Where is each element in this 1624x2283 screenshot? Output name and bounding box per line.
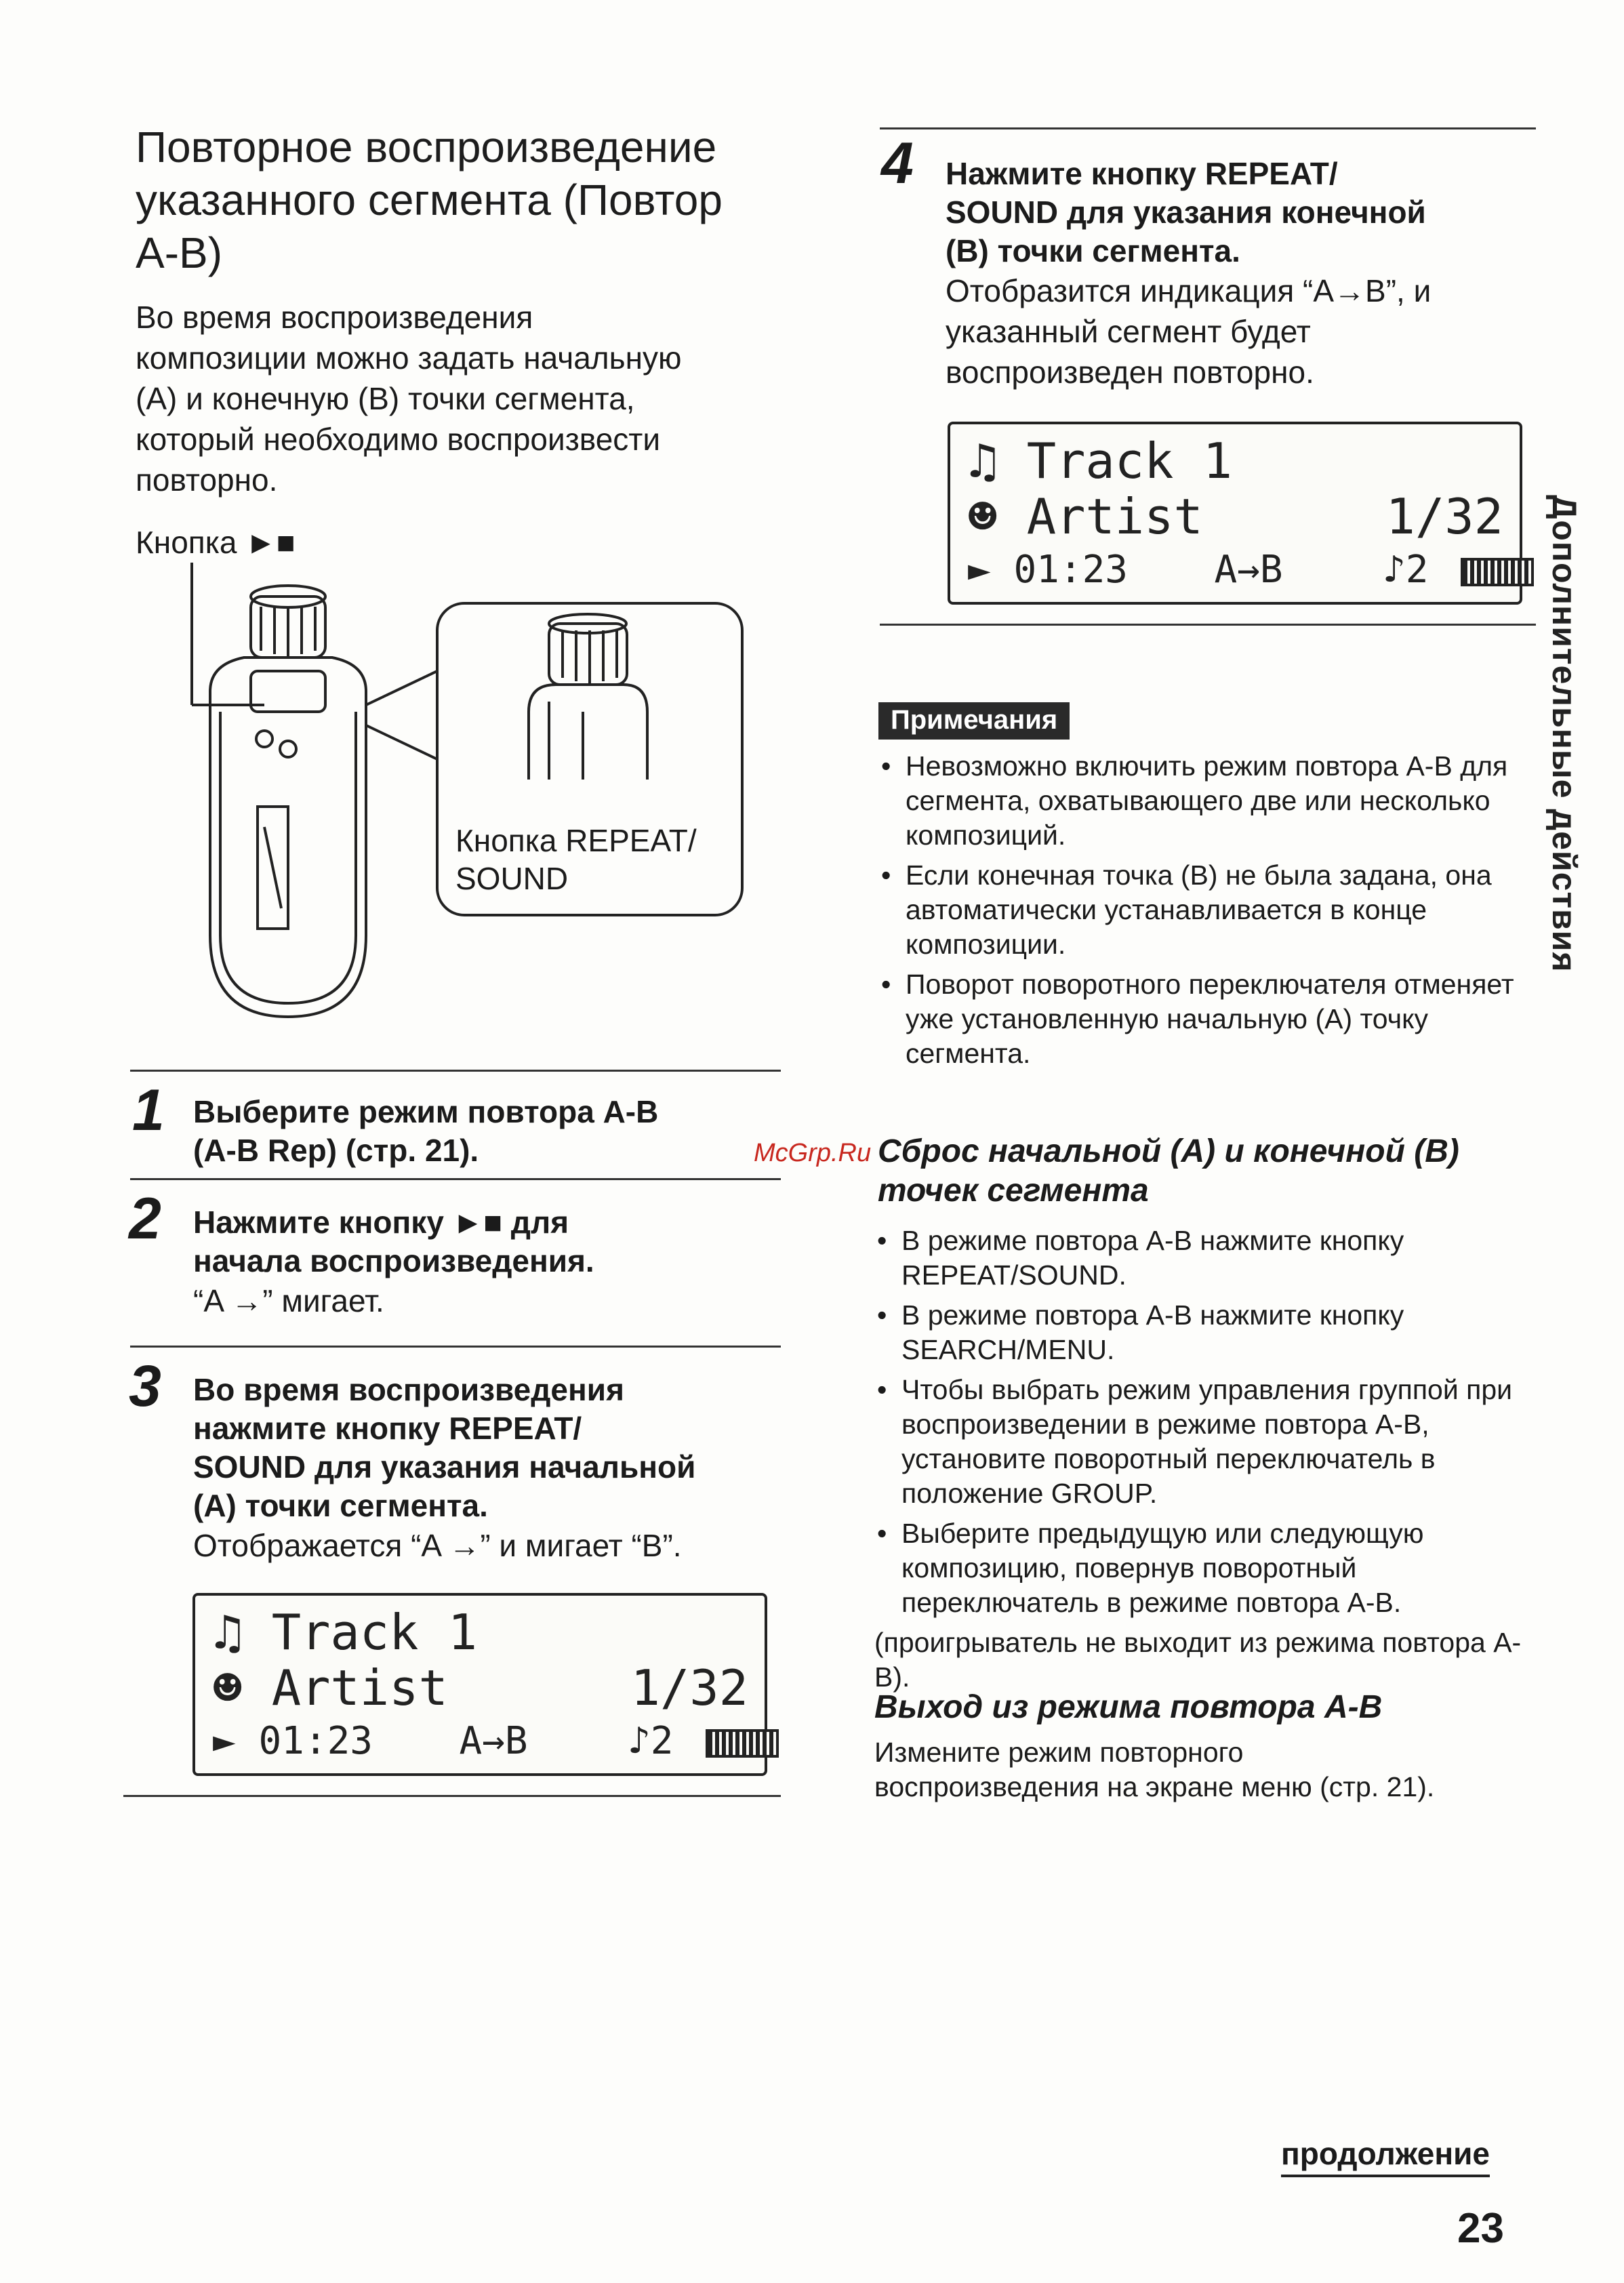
music-note-icon: ♫ <box>213 1604 243 1661</box>
reset-item: • Выберите предыдущую или следующую композицию, повернув поворотный переключатель в режиме повтора A-B. <box>874 1516 1525 1620</box>
lcd-counter: 1/32 <box>1385 488 1503 545</box>
step-number: 2 <box>129 1186 161 1251</box>
notes-section <box>878 702 1536 1076</box>
step-4-text: Нажмите кнопку REPEAT/ SOUND для указания конечной (B) точки сегмента. Отобразится индикация “A→B”, и указанный сегмент будет воспроизведен повторно. <box>946 156 1432 390</box>
lcd-artist: Artist <box>271 1659 448 1716</box>
step-3-text: Во время воспроизведения нажмите кнопку REPEAT/ SOUND для указания начальной (A) точки сегмента. Отображается “A →” и мигает “B”. <box>193 1372 696 1563</box>
lcd-artist: Artist <box>1026 488 1203 545</box>
music-note-icon: ♫ <box>968 432 998 489</box>
lcd-display-step4 <box>948 422 1522 605</box>
play-button-callout: Кнопка ►■ <box>136 525 296 560</box>
play-icon: ► <box>968 548 991 592</box>
player-illustration <box>169 556 766 1030</box>
divider <box>880 624 1536 626</box>
step-number: 4 <box>881 131 914 196</box>
reset-note: (проигрыватель не выходит из режима повтора A-B). <box>874 1627 1522 1693</box>
watermark: McGrp.Ru <box>754 1139 872 1167</box>
play-icon: ► <box>213 1719 236 1763</box>
section-tab-label: Дополнительные действия <box>1545 495 1583 973</box>
note-item: • Поворот поворотного переключателя отменяет уже установленную начальную (A) точку сегмента. <box>878 967 1536 1071</box>
lcd-time: 01:23 <box>1013 548 1129 592</box>
continue-label: продолжение <box>1281 2135 1490 2177</box>
step-number: 3 <box>129 1354 161 1419</box>
page-number: 23 <box>1457 2205 1504 2252</box>
notes-badge: Примечания <box>878 702 1070 740</box>
lcd-track: Track 1 <box>1026 432 1233 489</box>
lcd-ab: A→B <box>459 1719 528 1763</box>
reset-item: • Чтобы выбрать режим управления группой при воспроизведении в режиме повтора A-B, установите поворотный переключатель в положение GROUP. <box>874 1373 1525 1511</box>
battery-icon <box>1461 558 1534 586</box>
exit-text: Измените режим повторного воспроизведения на экране меню (стр. 21). <box>874 1737 1435 1802</box>
lcd-time: 01:23 <box>258 1719 373 1763</box>
reset-heading: Сброс начальной (A) и конечной (B) точек сегмента <box>878 1133 1459 1209</box>
reset-item: • В режиме повтора A-B нажмите кнопку SEARCH/MENU. <box>874 1298 1525 1367</box>
reset-list <box>874 1224 1525 1695</box>
step-number: 1 <box>132 1078 165 1143</box>
intro-paragraph: Во время воспроизведения композиции можно задать начальную (A) и конечную (B) точки сегмента, который необходимо воспроизвести повторно. <box>136 300 682 498</box>
lcd-ab: A→B <box>1214 548 1283 592</box>
note-item: • Невозможно включить режим повтора A-B для сегмента, охватывающего две или несколько композиций. <box>878 749 1536 853</box>
step-1-text: Выберите режим повтора A-B (A-B Rep) (стр. 21). <box>193 1094 659 1168</box>
lcd-track: Track 1 <box>271 1604 478 1661</box>
step-2-text: Нажмите кнопку ►■ для начала воспроизведения. “A →” мигает. <box>193 1205 594 1318</box>
divider <box>880 127 1536 129</box>
exit-heading: Выход из режима повтора A-B <box>874 1689 1383 1725</box>
repeat-button-callout: Кнопка REPEAT/ SOUND <box>455 823 697 896</box>
artist-icon: ☻ <box>968 488 998 545</box>
artist-icon: ☻ <box>213 1659 243 1716</box>
lcd-sound: ♪2 <box>628 1719 674 1763</box>
lcd-counter: 1/32 <box>630 1659 748 1716</box>
divider <box>130 1178 781 1180</box>
divider <box>123 1795 781 1797</box>
reset-item: • В режиме повтора A-B нажмите кнопку REPEAT/SOUND. <box>874 1224 1525 1293</box>
lcd-display-step3 <box>192 1593 767 1776</box>
lcd-sound: ♪2 <box>1383 548 1429 592</box>
battery-icon <box>706 1729 779 1758</box>
page-title: Повторное воспроизведение указанного сегмента (Повтор A-B) <box>136 123 723 277</box>
note-item: • Если конечная точка (B) не была задана, она автоматически устанавливается в конце композиции. <box>878 858 1536 962</box>
divider <box>130 1070 781 1072</box>
divider <box>130 1346 781 1348</box>
